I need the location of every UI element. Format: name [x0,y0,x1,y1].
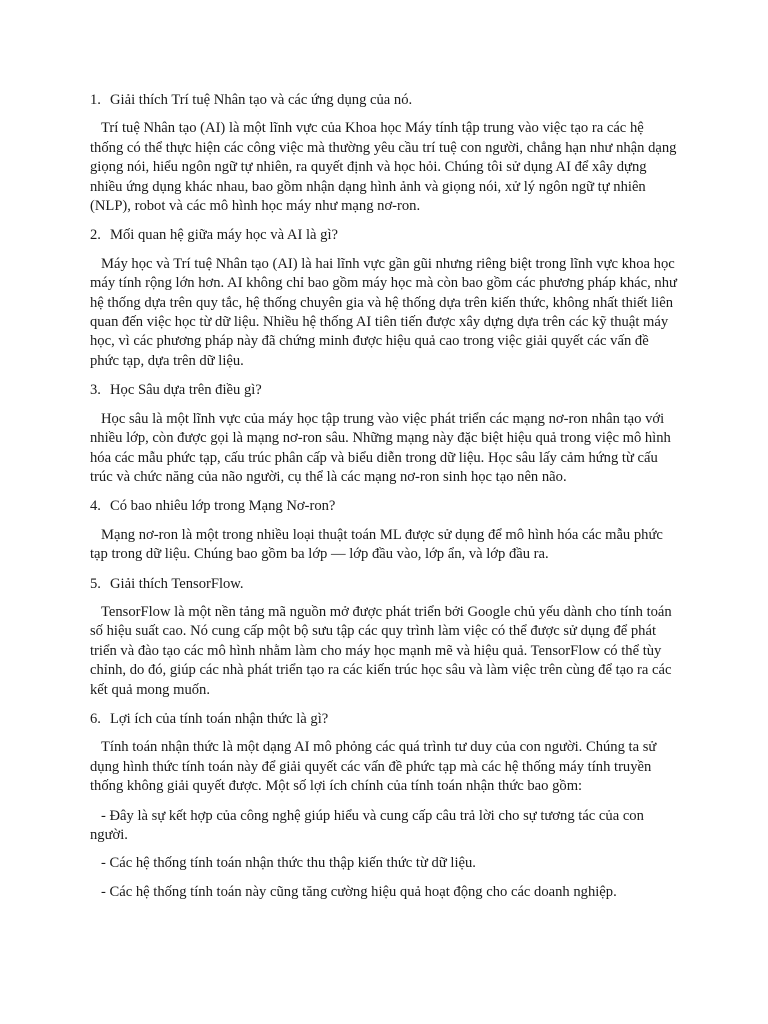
question-text: Giải thích Trí tuệ Nhân tạo và các ứng dụng của nó. [110,92,413,108]
answer-5: TensorFlow là một nền tảng mã nguồn mở được phát triển bởi Google chủ yếu dành cho tính toán số hiệu suất cao. Nó cung cấp một bộ sưu tập các quy trình làm việc có thể được sử dụng để phát triển và đào tạo các mô hình nhằm làm cho máy học mạnh mẽ và hiệu quả. TensorFlow có thể tùy chỉnh, do đó, giúp các nhà phát triển tạo ra các kiến trúc học sâu và làm việc trên cùng để tạo ra các kết quả mong muốn. [90,603,672,698]
list-item: - Các hệ thống tính toán này cũng tăng cường hiệu quả hoạt động cho các doanh nghiệp. [101,883,617,900]
question-text: Có bao nhiêu lớp trong Mạng Nơ-ron? [110,498,336,515]
question-1 [90,91,680,110]
question-3 [90,381,680,400]
question-text: Học Sâu dựa trên điều gì? [110,382,262,399]
answer-1: Trí tuệ Nhân tạo (AI) là một lĩnh vực của Khoa học Máy tính tập trung vào việc tạo ra các hệ thống có thể thực hiện các công việc mà thường yêu cầu trí tuệ con người, chẳng hạn như nhận dạng giọng nói, hiểu ngôn ngữ tự nhiên, ra quyết định và học hỏi. Chúng tôi sử dụng AI để xây dựng nhiều ứng dụng khác nhau, bao gồm nhận dạng hình ảnh và giọng nói, xử lý ngôn ngữ tự nhiên (NLP), robot và các mô hình học máy như mạng nơ-ron. [90,120,677,215]
list-item: - Đây là sự kết hợp của công nghệ giúp hiểu và cung cấp câu trả lời cho sự tương tác của con người. [90,807,644,843]
question-number: 6. [90,710,101,727]
question-number: 3. [90,382,101,399]
question-2 [90,226,680,245]
question-6 [90,710,680,729]
question-number: 4. [90,498,101,515]
answer-3: Học sâu là một lĩnh vực của máy học tập trung vào việc phát triển các mạng nơ-ron nhân tạo với nhiều lớp, còn được gọi là mạng nơ-ron sâu. Những mạng này đặc biệt hiệu quả trong việc mô hình hóa các mẫu phức tạp, cấu trúc phân cấp và biểu diễn trong dữ liệu. Học sâu lấy cảm hứng từ cấu trúc và chức năng của não người, cụ thể là các mạng nơ-ron sinh học tạo nên não. [90,410,671,485]
answer-2: Máy học và Trí tuệ Nhân tạo (AI) là hai lĩnh vực gần gũi nhưng riêng biệt trong lĩnh vực khoa học máy tính rộng lớn hơn. AI không chỉ bao gồm máy học mà còn bao gồm các phương pháp khác, như hệ thống dựa trên quy tắc, hệ thống chuyên gia và hệ thống dựa trên kiến thức, không nhất thiết liên quan đến việc học từ dữ liệu. Nhiều hệ thống AI tiên tiến được xây dựng dựa trên các kỹ thuật máy học, vì các phương pháp này đã chứng minh được hiệu quả cao trong việc giải quyết các vấn đề phức tạp, dựa trên dữ liệu. [90,255,677,369]
answer-6: Tính toán nhận thức là một dạng AI mô phỏng các quá trình tư duy của con người. Chúng ta sử dụng hình thức tính toán này để giải quyết các vấn đề phức tạp mà các hệ thống máy tính truyền thống không giải quyết được. Một số lợi ích chính của tính toán nhận thức bao gồm: [90,739,657,795]
question-text: Mối quan hệ giữa máy học và AI là gì? [110,227,338,244]
question-number: 1. [90,92,101,108]
answer-4: Mạng nơ-ron là một trong nhiều loại thuật toán ML được sử dụng để mô hình hóa các mẫu phức tạp trong dữ liệu. Chúng bao gồm ba lớp — lớp đầu vào, lớp ẩn, và lớp đầu ra. [90,526,663,563]
question-text: Giải thích TensorFlow. [110,575,244,592]
question-number: 2. [90,227,101,244]
question-4 [90,497,680,516]
question-text: Lợi ích của tính toán nhận thức là gì? [110,710,329,727]
document-page [90,91,680,911]
question-number: 5. [90,575,101,592]
list-item: - Các hệ thống tính toán nhận thức thu thập kiến thức từ dữ liệu. [101,855,476,872]
question-5 [90,575,680,594]
